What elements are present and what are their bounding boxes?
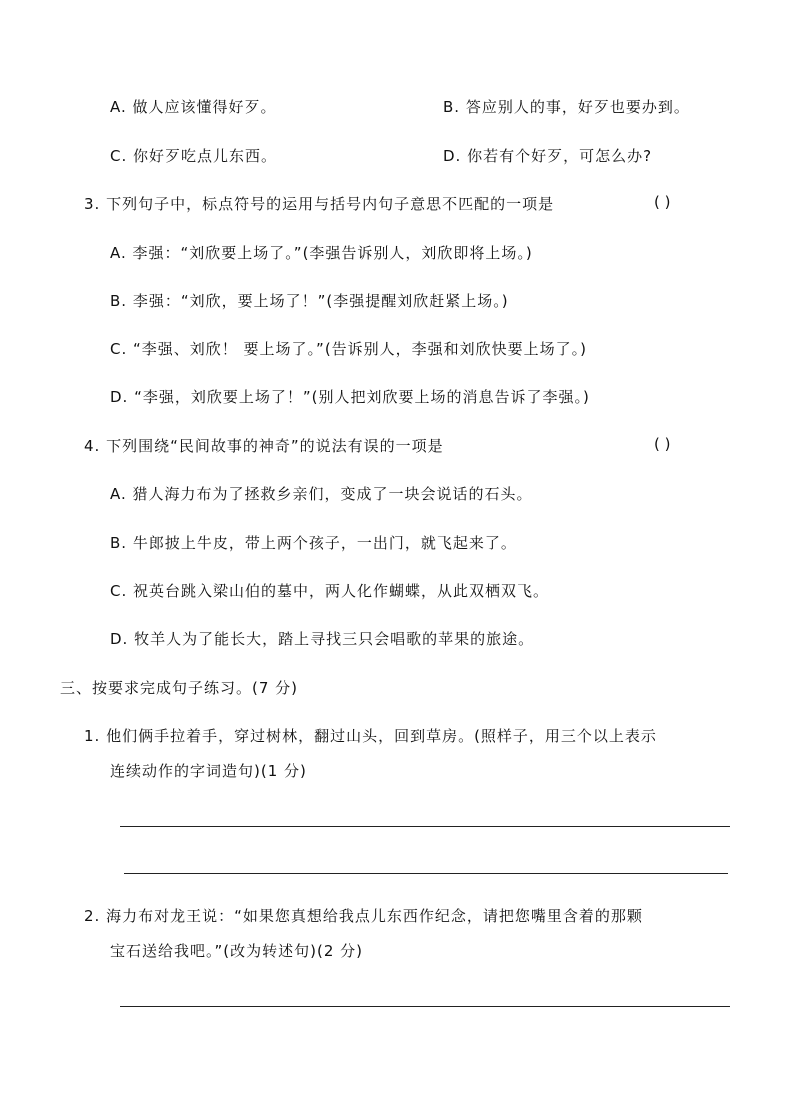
q2-option-b: B. 答应别人的事，好歹也要办到。 xyxy=(443,98,690,116)
q3-option-b: B. 李强：“刘欣，要上场了！”(李强提醒刘欣赶紧上场。) xyxy=(110,292,509,310)
section3-item2-line1: 2. 海力布对龙王说：“如果您真想给我点儿东西作纪念，请把您嘴里含着的那颗 xyxy=(84,907,643,925)
q2-option-c: C. 你好歹吃点儿东西。 xyxy=(110,147,278,165)
q4-stem: 4. 下列围绕“民间故事的神奇”的说法有误的一项是 xyxy=(84,437,444,455)
q4-option-b: B. 牛郎披上牛皮，带上两个孩子，一出门，就飞起来了。 xyxy=(110,534,517,552)
q2-option-d: D. 你若有个好歹，可怎么办? xyxy=(443,147,653,165)
q4-option-d: D. 牧羊人为了能长大，踏上寻找三只会唱歌的苹果的旅途。 xyxy=(110,630,535,648)
q3-stem: 3. 下列句子中，标点符号的运用与括号内句子意思不匹配的一项是 xyxy=(84,195,555,213)
section3-heading: 三、按要求完成句子练习。(7 分) xyxy=(60,679,299,697)
answer-line-3[interactable] xyxy=(120,1006,730,1007)
q3-option-d: D. “李强，刘欣要上场了！”(别人把刘欣要上场的消息告诉了李强。) xyxy=(110,388,590,406)
section3-item1-line2: 连续动作的字词造句)(1 分) xyxy=(110,762,307,780)
q2-option-a: A. 做人应该懂得好歹。 xyxy=(110,98,277,116)
q4-option-a: A. 猎人海力布为了拯救乡亲们，变成了一块会说话的石头。 xyxy=(110,485,533,503)
answer-line-2[interactable] xyxy=(124,873,728,874)
section3-item2-line2: 宝石送给我吧。”(改为转述句)(2 分) xyxy=(110,942,363,960)
q4-option-c: C. 祝英台跳入梁山伯的墓中，两人化作蝴蝶，从此双栖双飞。 xyxy=(110,582,550,600)
q3-answer-paren: ( ) xyxy=(654,193,671,211)
answer-line-1[interactable] xyxy=(120,826,730,827)
q3-option-c: C. “李强、刘欣！ 要上场了。”(告诉别人，李强和刘欣快要上场了。) xyxy=(110,340,588,358)
section3-item1-line1: 1. 他们俩手拉着手，穿过树林，翻过山头，回到草房。(照样子，用三个以上表示 xyxy=(84,727,657,745)
q4-answer-paren: ( ) xyxy=(654,435,671,453)
q3-option-a: A. 李强：“刘欣要上场了。”(李强告诉别人，刘欣即将上场。) xyxy=(110,244,533,262)
